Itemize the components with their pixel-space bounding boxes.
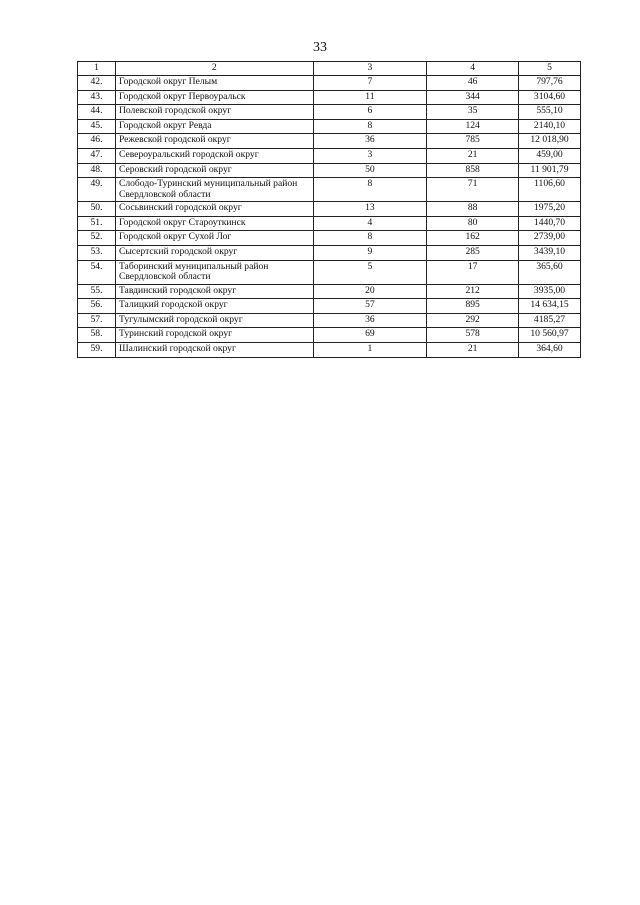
table-row [78, 216, 581, 231]
municipality-name-cell: Городской округ Сухой Лог [115, 231, 313, 246]
municipality-name-cell: Тавдинский городской округ [115, 284, 313, 299]
column-5-cell: 11 901,79 [519, 163, 581, 178]
row-number-cell: 49. [78, 178, 116, 202]
municipality-name-cell: Серовский городской округ [115, 163, 313, 178]
column-4-cell: 35 [427, 105, 519, 120]
column-3-cell: 8 [313, 119, 427, 134]
table-row [78, 284, 581, 299]
header-col-5: 5 [519, 62, 581, 76]
column-3-cell: 4 [313, 216, 427, 231]
table-row [78, 231, 581, 246]
column-3-cell: 5 [313, 260, 427, 284]
column-3-cell: 8 [313, 231, 427, 246]
row-number-cell: 59. [78, 342, 116, 357]
column-5-cell: 2140,10 [519, 119, 581, 134]
municipality-name-cell: Городской округ Ревда [115, 119, 313, 134]
table-row [78, 90, 581, 105]
column-3-cell: 9 [313, 245, 427, 260]
column-3-cell: 36 [313, 134, 427, 149]
municipality-name-cell: Городской округ Пелым [115, 76, 313, 91]
row-number-cell: 52. [78, 231, 116, 246]
table-row [78, 313, 581, 328]
column-4-cell: 344 [427, 90, 519, 105]
row-number-cell: 57. [78, 313, 116, 328]
table-row [78, 119, 581, 134]
column-5-cell: 3439,10 [519, 245, 581, 260]
column-5-cell: 14 634,15 [519, 299, 581, 314]
column-5-cell: 797,76 [519, 76, 581, 91]
column-4-cell: 124 [427, 119, 519, 134]
municipality-name-cell: Городской округ Староуткинск [115, 216, 313, 231]
row-number-cell: 44. [78, 105, 116, 120]
header-col-3: 3 [313, 62, 427, 76]
header-col-1: 1 [78, 62, 116, 76]
municipality-name-cell: Слободо-Туринский муниципальный район Свердловской области [115, 178, 313, 202]
row-number-cell: 54. [78, 260, 116, 284]
column-3-cell: 13 [313, 202, 427, 217]
table-row [78, 260, 581, 284]
column-3-cell: 11 [313, 90, 427, 105]
municipality-name-cell: Туринский городской округ [115, 328, 313, 343]
header-col-4: 4 [427, 62, 519, 76]
table-row [78, 299, 581, 314]
municipality-name-cell: Полевской городской округ [115, 105, 313, 120]
municipality-name-cell: Североуральский городской округ [115, 148, 313, 163]
table-row [78, 76, 581, 91]
row-number-cell: 48. [78, 163, 116, 178]
column-3-cell: 6 [313, 105, 427, 120]
row-number-cell: 56. [78, 299, 116, 314]
column-5-cell: 4185,27 [519, 313, 581, 328]
row-number-cell: 55. [78, 284, 116, 299]
column-4-cell: 895 [427, 299, 519, 314]
column-5-cell: 365,60 [519, 260, 581, 284]
row-number-cell: 45. [78, 119, 116, 134]
column-3-cell: 7 [313, 76, 427, 91]
column-5-cell: 2739,00 [519, 231, 581, 246]
row-number-cell: 53. [78, 245, 116, 260]
column-5-cell: 10 560,97 [519, 328, 581, 343]
row-number-cell: 51. [78, 216, 116, 231]
column-4-cell: 162 [427, 231, 519, 246]
column-3-cell: 20 [313, 284, 427, 299]
table-row [78, 328, 581, 343]
table-row [78, 134, 581, 149]
column-3-cell: 8 [313, 178, 427, 202]
page-number: 33 [313, 40, 327, 55]
column-3-cell: 57 [313, 299, 427, 314]
column-4-cell: 71 [427, 178, 519, 202]
column-3-cell: 69 [313, 328, 427, 343]
row-number-cell: 43. [78, 90, 116, 105]
column-5-cell: 3935,00 [519, 284, 581, 299]
column-5-cell: 1440,70 [519, 216, 581, 231]
column-4-cell: 17 [427, 260, 519, 284]
municipality-name-cell: Таборинский муниципальный район Свердловской области [115, 260, 313, 284]
column-3-cell: 50 [313, 163, 427, 178]
column-4-cell: 578 [427, 328, 519, 343]
column-4-cell: 285 [427, 245, 519, 260]
row-number-cell: 42. [78, 76, 116, 91]
column-4-cell: 21 [427, 342, 519, 357]
municipality-name-cell: Сысертский городской округ [115, 245, 313, 260]
table-row [78, 178, 581, 202]
row-number-cell: 46. [78, 134, 116, 149]
municipality-name-cell: Городской округ Первоуральск [115, 90, 313, 105]
header-col-2: 2 [115, 62, 313, 76]
column-5-cell: 1106,60 [519, 178, 581, 202]
table-row [78, 245, 581, 260]
column-5-cell: 12 018,90 [519, 134, 581, 149]
table-body [78, 76, 581, 358]
row-number-cell: 58. [78, 328, 116, 343]
column-5-cell: 3104,60 [519, 90, 581, 105]
municipality-name-cell: Режевской городской округ [115, 134, 313, 149]
column-4-cell: 21 [427, 148, 519, 163]
column-4-cell: 212 [427, 284, 519, 299]
row-number-cell: 47. [78, 148, 116, 163]
municipality-name-cell: Тугулымский городской округ [115, 313, 313, 328]
municipality-name-cell: Талицкий городской округ [115, 299, 313, 314]
column-4-cell: 292 [427, 313, 519, 328]
column-4-cell: 858 [427, 163, 519, 178]
table-row [78, 148, 581, 163]
column-3-cell: 36 [313, 313, 427, 328]
column-4-cell: 88 [427, 202, 519, 217]
column-4-cell: 80 [427, 216, 519, 231]
municipality-name-cell: Сосьвинский городской округ [115, 202, 313, 217]
table-row [78, 202, 581, 217]
row-number-cell: 50. [78, 202, 116, 217]
column-5-cell: 364,60 [519, 342, 581, 357]
column-3-cell: 3 [313, 148, 427, 163]
column-5-cell: 555,10 [519, 105, 581, 120]
table-row [78, 105, 581, 120]
column-3-cell: 1 [313, 342, 427, 357]
column-4-cell: 785 [427, 134, 519, 149]
column-5-cell: 1975,20 [519, 202, 581, 217]
table-row [78, 342, 581, 357]
table-row [78, 163, 581, 178]
column-4-cell: 46 [427, 76, 519, 91]
column-5-cell: 459,00 [519, 148, 581, 163]
table-header-row [78, 62, 581, 76]
municipality-name-cell: Шалинский городской округ [115, 342, 313, 357]
data-table [77, 61, 581, 358]
